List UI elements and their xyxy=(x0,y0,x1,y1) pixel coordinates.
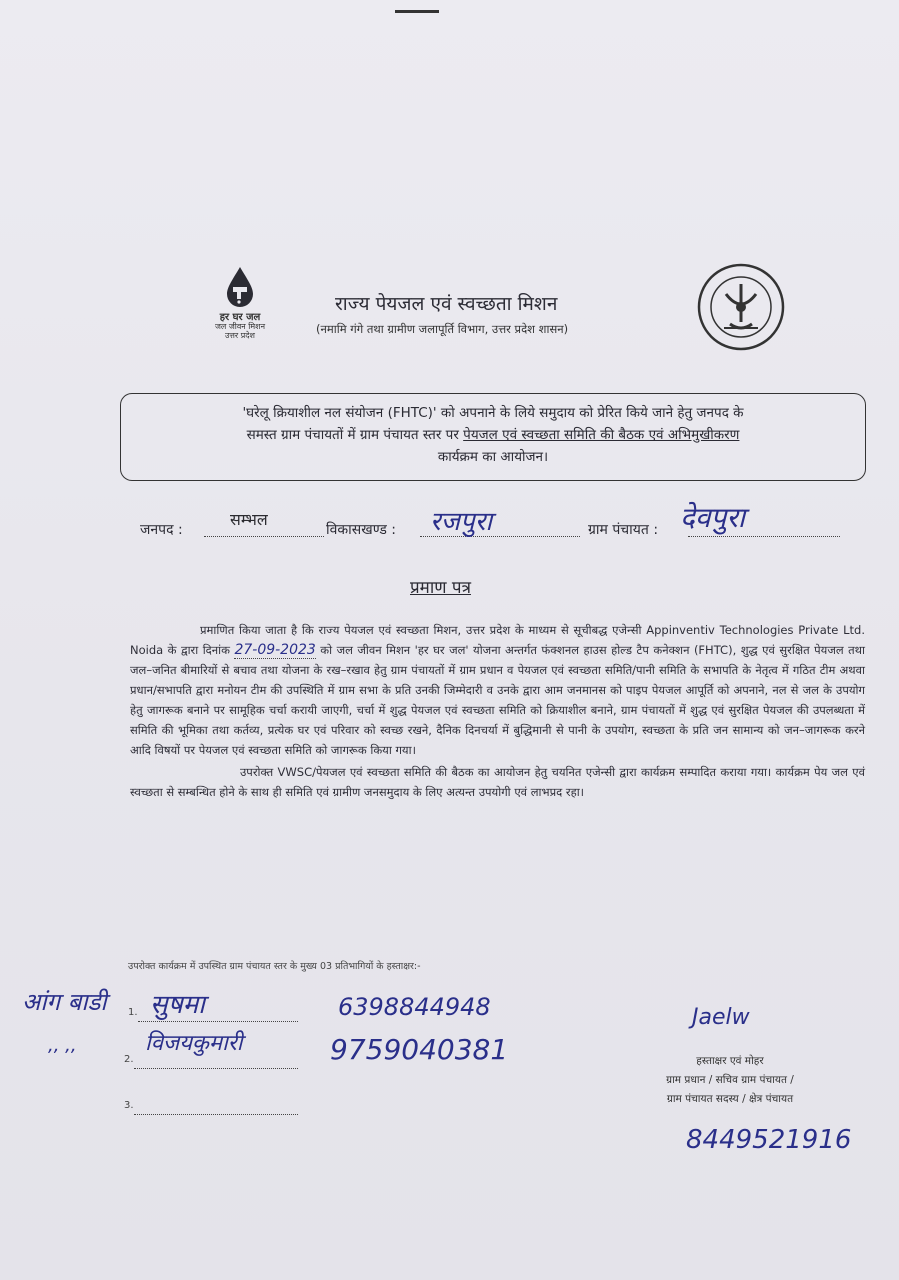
official-phone: 8449521916 xyxy=(686,1125,852,1155)
ditto-marks: ,, ,, xyxy=(48,1035,77,1056)
top-dash-mark xyxy=(395,10,439,13)
certificate-paragraph-2: उपरोक्त VWSC/पेयजल एवं स्वच्छता समिति की बैठक का आयोजन हेतु चयनित एजेन्सी द्वारा कार्यक्रम सम्पादित कराया गया। कार्यक्रम पेय जल एवं स्वच्छता से सम्बन्धित होने के साथ ही समिति एवं ग्रामीण जनसमुदाय के लिए अत्यन्त उपयोगी एवं लाभप्रद रहा। xyxy=(130,765,865,799)
event-heading-line-2 xyxy=(121,424,865,446)
logo-text-1: हर घर जल xyxy=(219,312,261,323)
logo-text-3: उत्तर प्रदेश xyxy=(225,331,255,340)
certificate-date: 27-09-2023 xyxy=(234,642,316,658)
signature-number-2: 2. xyxy=(124,1054,134,1065)
signature-number-1: 1. xyxy=(128,1007,138,1018)
certificate-p1-end: को जल जीवन मिशन 'हर घर जल' योजना अन्तर्गत फंक्शनल हाउस होल्ड टैप कनेक्शन (FHTC), शुद्ध एवं सुरक्षित पेयजल तथा जल–जनित बीमारियों से बचाव तथा योजना के रख–रखाव हेतु ग्राम पंचायतों में ग्राम प्रधान व पेयजल एवं स्वच्छता समिति/पानी समिति के सभापति के नेतृत्व में गठित टीम अथवा प्रधान/सभापति द्वारा मनोयन टीम की उपस्थिति में ग्राम सभा के प्रति उनकी जिम्मेदारी व उनके द्वारा आम जनमानस को पाइप पेयजल आपूर्ति को अपनाने, नल से जल के उपयोग हेतु जागरूक बनाने पर सामूहिक चर्चा करायी जाएगी, चर्चा में शुद्ध पेयजल एवं स्वच्छता समिति को क्रियाशील बनाने, ग्राम पंचायतों में शुद्ध एवं सुरक्षित पेयजल की उपलब्धता में समिति की भूमिका तथा कर्तव्य, प्रत्येक घर एवं परिवार को स्वच्छ रखने, दैनिक दिनचर्या में बुद्धिमानी से पानी के उपयोग, स्वच्छता के प्रति जन सामान्य को जन–जागरूक करने आदि विषयों पर पेयजल एवं स्वच्छता समिति को जागरूक किया गया। xyxy=(130,643,865,757)
signature-line-3 xyxy=(134,1098,298,1115)
official-sign-label-3: ग्राम पंचायत सदस्य / क्षेत्र पंचायत xyxy=(666,1093,794,1105)
official-signature: Jaelw xyxy=(692,1005,750,1030)
participant-1-phone: 6398844948 xyxy=(338,993,491,1021)
page-subtitle: (नमामि गंगे तथा ग्रामीण जलापूर्ति विभाग, उत्तर प्रदेश शासन) xyxy=(316,322,569,336)
certificate-paragraph-1 xyxy=(130,620,865,760)
participant-1-name: सुषमा xyxy=(150,990,205,1020)
event-heading-line-2-b: पेयजल एवं स्वच्छता समिति की बैठक एवं अभिमुखीकरण xyxy=(463,427,740,443)
water-drop-icon xyxy=(223,265,257,309)
event-heading-box xyxy=(120,393,866,481)
certificate-p1-start: प्रमाणित किया जाता है कि राज्य पेयजल एवं स्वच्छता मिशन, उत्तर प्रदेश के माध्यम से सूचीबद्ध एजेन्सी Appinventiv Technologies Private Ltd. Noida के द्वारा दिनांक xyxy=(130,623,865,657)
official-signature-block xyxy=(630,1052,830,1109)
vikas-khand-label: विकासखण्ड : xyxy=(326,522,397,538)
participant-2-phone: 9759040381 xyxy=(330,1033,509,1066)
official-sign-label-1: हस्ताक्षर एवं मोहर xyxy=(696,1055,764,1067)
logo-text-2: जल जीवन मिशन xyxy=(214,322,266,331)
signature-number-3: 3. xyxy=(124,1100,134,1111)
location-fields xyxy=(140,501,860,548)
gram-panchayat-label: ग्राम पंचायत : xyxy=(588,522,659,538)
gram-panchayat-value: देवपुरा xyxy=(680,501,746,534)
event-heading-line-3: कार्यक्रम का आयोजन। xyxy=(437,449,549,465)
up-government-seal-icon xyxy=(696,262,786,352)
jal-jeevan-mission-logo xyxy=(200,265,280,355)
anganwadi-prefix: आंग बाडी xyxy=(22,988,107,1016)
participant-2-name: विजयकुमारी xyxy=(145,1031,243,1056)
janpad-label: जनपद : xyxy=(140,522,183,538)
certificate-title: प्रमाण पत्र xyxy=(410,578,471,598)
official-sign-label-2: ग्राम प्रधान / सचिव ग्राम पंचायत / xyxy=(666,1074,794,1086)
event-heading-line-1: 'घरेलू क्रियाशील नल संयोजन (FHTC)' को अपनाने के लिये समुदाय को प्रेरित किये जाने हेतु जनपद के xyxy=(242,405,744,421)
janpad-value: सम्भल xyxy=(230,510,268,529)
vikas-khand-value: रजपुरा xyxy=(430,507,493,537)
certificate-body xyxy=(130,620,865,802)
event-heading-line-2-a: समस्त ग्राम पंचायतों में ग्राम पंचायत स्तर पर xyxy=(246,427,464,443)
participants-signature-intro: उपरोक्त कार्यक्रम में उपस्थित ग्राम पंचायत स्तर के मुख्य 03 प्रतिभागियों के हस्ताक्षर:- xyxy=(128,961,421,972)
page-title: राज्य पेयजल एवं स्वच्छता मिशन xyxy=(335,293,558,315)
